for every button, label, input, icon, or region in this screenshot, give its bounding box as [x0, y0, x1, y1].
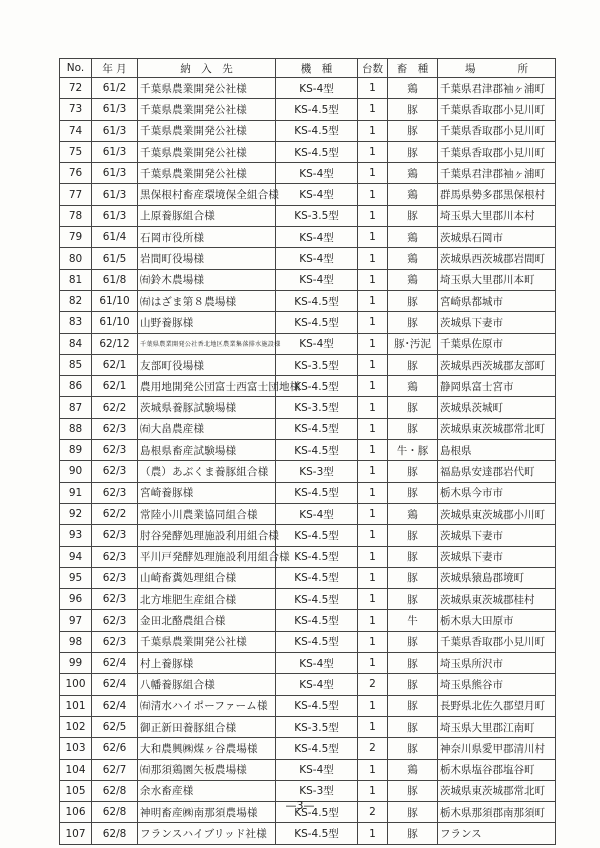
cell-livestock: 豚 [388, 780, 438, 801]
cell-year-month: 62/3 [92, 482, 138, 503]
cell-livestock: 豚 [388, 738, 438, 759]
cell-livestock: 豚 [388, 461, 438, 482]
table-row [60, 205, 556, 226]
cell-livestock: 豚 [388, 312, 438, 333]
cell-livestock: 豚 [388, 205, 438, 226]
table-row [60, 440, 556, 461]
cell-model: KS-3.5型 [276, 205, 358, 226]
cell-model: KS-4.5型 [276, 525, 358, 546]
cell-quantity: 1 [358, 461, 388, 482]
cell-model: KS-4.5型 [276, 567, 358, 588]
cell-livestock: 豚 [388, 674, 438, 695]
cell-year-month: 62/4 [92, 674, 138, 695]
table-row [60, 738, 556, 759]
cell-quantity: 1 [358, 716, 388, 737]
cell-livestock: 牛・豚 [388, 440, 438, 461]
cell-model: KS-4.5型 [276, 376, 358, 397]
cell-livestock: 豚 [388, 631, 438, 652]
cell-livestock: 鶏 [388, 184, 438, 205]
cell-livestock: 鶏 [388, 503, 438, 524]
cell-quantity: 1 [358, 567, 388, 588]
cell-destination: 千葉県農業開発公社様 [138, 120, 276, 141]
cell-destination: 千葉県農業開発公社様 [138, 99, 276, 120]
cell-location: フランス [438, 823, 556, 844]
cell-livestock: 牛 [388, 610, 438, 631]
cell-livestock: 鶏 [388, 163, 438, 184]
cell-livestock: 豚 [388, 290, 438, 311]
cell-destination: 山崎畜糞処理組合様 [138, 567, 276, 588]
cell-model: KS-4.5型 [276, 695, 358, 716]
cell-livestock: 豚 [388, 802, 438, 823]
cell-quantity: 2 [358, 802, 388, 823]
cell-no: 106 [60, 802, 92, 823]
table-row [60, 354, 556, 375]
cell-destination: 村上養豚様 [138, 653, 276, 674]
cell-livestock: 豚 [388, 823, 438, 844]
cell-livestock: 鶏 [388, 227, 438, 248]
cell-no: 101 [60, 695, 92, 716]
cell-model: KS-4.5型 [276, 631, 358, 652]
cell-livestock: 豚 [388, 653, 438, 674]
cell-model: KS-3.5型 [276, 397, 358, 418]
cell-no: 99 [60, 653, 92, 674]
cell-livestock: 豚 [388, 120, 438, 141]
cell-quantity: 1 [358, 631, 388, 652]
cell-location: 千葉県香取郡小見川町 [438, 141, 556, 162]
cell-no: 85 [60, 354, 92, 375]
cell-livestock: 豚 [388, 589, 438, 610]
cell-quantity: 1 [358, 610, 388, 631]
cell-no: 75 [60, 141, 92, 162]
cell-quantity: 1 [358, 269, 388, 290]
cell-destination: 大和農興㈱煤ヶ谷農場様 [138, 738, 276, 759]
cell-location: 千葉県香取郡小見川町 [438, 99, 556, 120]
cell-model: KS-4.5型 [276, 418, 358, 439]
cell-destination: 黒保根村畜産環境保全組合様 [138, 184, 276, 205]
table-row [60, 525, 556, 546]
cell-model: KS-4.5型 [276, 290, 358, 311]
table-row [60, 589, 556, 610]
cell-location: 茨城県東茨城郡小川町 [438, 503, 556, 524]
cell-no: 93 [60, 525, 92, 546]
cell-quantity: 1 [358, 312, 388, 333]
cell-destination: 山野養豚様 [138, 312, 276, 333]
cell-quantity: 2 [358, 674, 388, 695]
table-row [60, 674, 556, 695]
cell-destination: 石岡市役所様 [138, 227, 276, 248]
cell-livestock: 豚 [388, 567, 438, 588]
cell-no: 80 [60, 248, 92, 269]
cell-destination: 神明畜産㈱南那須農場様 [138, 802, 276, 823]
cell-quantity: 1 [358, 418, 388, 439]
cell-year-month: 62/5 [92, 716, 138, 737]
cell-location: 島根県 [438, 440, 556, 461]
cell-destination: ㈲清水ハイポーファーム様 [138, 695, 276, 716]
cell-location: 茨城県西茨城郡岩間町 [438, 248, 556, 269]
cell-model: KS-4.5型 [276, 312, 358, 333]
cell-model: KS-3.5型 [276, 716, 358, 737]
table-row [60, 653, 556, 674]
table-row [60, 312, 556, 333]
cell-destination: 農用地開発公団富士西富士団地様 [138, 376, 276, 397]
table-row [60, 333, 556, 354]
cell-quantity: 1 [358, 503, 388, 524]
table-row [60, 376, 556, 397]
cell-destination: 常陸小川農業協同組合様 [138, 503, 276, 524]
cell-destination: 茨城県養豚試験場様 [138, 397, 276, 418]
cell-year-month: 62/3 [92, 567, 138, 588]
cell-quantity: 1 [358, 205, 388, 226]
cell-location: 埼玉県熊谷市 [438, 674, 556, 695]
cell-year-month: 62/3 [92, 546, 138, 567]
table-row [60, 397, 556, 418]
cell-livestock: 豚 [388, 141, 438, 162]
cell-year-month: 62/8 [92, 802, 138, 823]
cell-quantity: 1 [358, 589, 388, 610]
cell-no: 97 [60, 610, 92, 631]
cell-location: 茨城県東茨城郡桂村 [438, 589, 556, 610]
cell-location: 茨城県東茨城郡常北町 [438, 780, 556, 801]
cell-destination: ㈲大畠農産様 [138, 418, 276, 439]
cell-no: 92 [60, 503, 92, 524]
cell-year-month: 62/2 [92, 503, 138, 524]
cell-destination: 上原養豚組合様 [138, 205, 276, 226]
cell-year-month: 62/12 [92, 333, 138, 354]
table-row [60, 695, 556, 716]
cell-model: KS-4型 [276, 653, 358, 674]
table-row [60, 269, 556, 290]
cell-year-month: 62/3 [92, 418, 138, 439]
cell-year-month: 61/8 [92, 269, 138, 290]
cell-location: 茨城県下妻市 [438, 312, 556, 333]
cell-no: 74 [60, 120, 92, 141]
cell-location: 埼玉県所沢市 [438, 653, 556, 674]
cell-quantity: 1 [358, 99, 388, 120]
cell-year-month: 62/3 [92, 440, 138, 461]
cell-year-month: 62/1 [92, 354, 138, 375]
cell-model: KS-4型 [276, 78, 358, 99]
cell-model: KS-4.5型 [276, 141, 358, 162]
cell-destination: ㈲はざま第８農場様 [138, 290, 276, 311]
cell-destination: 御正新田養豚組合様 [138, 716, 276, 737]
cell-no: 88 [60, 418, 92, 439]
cell-no: 103 [60, 738, 92, 759]
cell-no: 77 [60, 184, 92, 205]
cell-year-month: 62/8 [92, 780, 138, 801]
cell-location: 神奈川県愛甲郡清川村 [438, 738, 556, 759]
cell-year-month: 61/10 [92, 290, 138, 311]
cell-location: 埼玉県大里郡川本村 [438, 205, 556, 226]
cell-no: 81 [60, 269, 92, 290]
cell-no: 76 [60, 163, 92, 184]
cell-livestock: 鶏 [388, 759, 438, 780]
cell-no: 95 [60, 567, 92, 588]
cell-year-month: 62/3 [92, 461, 138, 482]
cell-model: KS-4.5型 [276, 546, 358, 567]
cell-destination: 岩間町役場様 [138, 248, 276, 269]
cell-year-month: 61/5 [92, 248, 138, 269]
cell-livestock: 豚 [388, 482, 438, 503]
cell-destination: 千葉県農業開発公社様 [138, 163, 276, 184]
cell-no: 73 [60, 99, 92, 120]
cell-quantity: 1 [358, 440, 388, 461]
cell-model: KS-3型 [276, 780, 358, 801]
cell-no: 83 [60, 312, 92, 333]
cell-year-month: 61/3 [92, 205, 138, 226]
cell-model: KS-4型 [276, 184, 358, 205]
delivery-record-table [59, 58, 556, 845]
cell-quantity: 1 [358, 227, 388, 248]
cell-quantity: 1 [358, 780, 388, 801]
table-row [60, 290, 556, 311]
cell-model: KS-4.5型 [276, 482, 358, 503]
cell-no: 82 [60, 290, 92, 311]
cell-model: KS-4.5型 [276, 589, 358, 610]
cell-quantity: 1 [358, 163, 388, 184]
cell-destination: 千葉県農業開発公社様 [138, 631, 276, 652]
cell-no: 96 [60, 589, 92, 610]
cell-destination: 北方堆肥生産組合様 [138, 589, 276, 610]
cell-location: 福島県安達郡岩代町 [438, 461, 556, 482]
cell-livestock: 豚 [388, 354, 438, 375]
cell-destination: 金田北酪農組合様 [138, 610, 276, 631]
cell-destination: 千葉県農業開発公社様 [138, 78, 276, 99]
table-row [60, 759, 556, 780]
cell-year-month: 62/3 [92, 589, 138, 610]
cell-location: 栃木県那須郡南那須町 [438, 802, 556, 823]
cell-livestock: 豚 [388, 525, 438, 546]
cell-no: 100 [60, 674, 92, 695]
cell-model: KS-4型 [276, 269, 358, 290]
cell-livestock: 豚 [388, 546, 438, 567]
cell-location: 長野県北佐久郡望月町 [438, 695, 556, 716]
cell-quantity: 1 [358, 823, 388, 844]
cell-livestock: 豚 [388, 99, 438, 120]
table-row [60, 120, 556, 141]
cell-quantity: 1 [358, 546, 388, 567]
cell-destination: 平川戸発酵処理施設利用組合様 [138, 546, 276, 567]
cell-model: KS-4型 [276, 227, 358, 248]
table-row [60, 78, 556, 99]
cell-model: KS-4型 [276, 163, 358, 184]
cell-year-month: 61/3 [92, 120, 138, 141]
table-row [60, 418, 556, 439]
cell-no: 72 [60, 78, 92, 99]
table-row [60, 163, 556, 184]
cell-destination: 千葉県農業開発公社様 [138, 141, 276, 162]
cell-livestock: 豚 [388, 695, 438, 716]
cell-location: 茨城県下妻市 [438, 546, 556, 567]
cell-model: KS-4.5型 [276, 440, 358, 461]
cell-model: KS-4.5型 [276, 802, 358, 823]
cell-quantity: 1 [358, 120, 388, 141]
table-row [60, 610, 556, 631]
cell-no: 79 [60, 227, 92, 248]
cell-year-month: 61/3 [92, 163, 138, 184]
cell-location: 千葉県佐原市 [438, 333, 556, 354]
cell-location: 千葉県君津郡袖ヶ浦町 [438, 163, 556, 184]
cell-location: 千葉県香取郡小見川町 [438, 631, 556, 652]
table-row [60, 141, 556, 162]
cell-model: KS-4.5型 [276, 99, 358, 120]
cell-model: KS-3.5型 [276, 354, 358, 375]
cell-quantity: 2 [358, 738, 388, 759]
cell-destination: 肘谷発酵処理施設利用組合様 [138, 525, 276, 546]
cell-quantity: 1 [358, 376, 388, 397]
cell-year-month: 62/3 [92, 610, 138, 631]
cell-location: 宮崎県都城市 [438, 290, 556, 311]
cell-no: 84 [60, 333, 92, 354]
cell-livestock: 豚 [388, 418, 438, 439]
cell-quantity: 1 [358, 397, 388, 418]
cell-quantity: 1 [358, 248, 388, 269]
cell-destination: フランスハイブリッド社様 [138, 823, 276, 844]
cell-model: KS-3型 [276, 461, 358, 482]
header-location: 場 所 [438, 59, 556, 78]
cell-quantity: 1 [358, 759, 388, 780]
cell-year-month: 62/4 [92, 695, 138, 716]
cell-quantity: 1 [358, 653, 388, 674]
table-row [60, 227, 556, 248]
cell-year-month: 62/3 [92, 631, 138, 652]
cell-livestock: 鶏 [388, 376, 438, 397]
cell-destination: 千葉県農業開発公社香北地区農業集落排水施設様 [138, 333, 276, 354]
cell-year-month: 62/2 [92, 397, 138, 418]
cell-model: KS-4.5型 [276, 120, 358, 141]
delivery-record-table-wrapper [59, 58, 555, 845]
cell-livestock: 豚 [388, 716, 438, 737]
table-row [60, 567, 556, 588]
table-row [60, 503, 556, 524]
cell-destination: ㈲那須鶏園矢板農場様 [138, 759, 276, 780]
cell-no: 87 [60, 397, 92, 418]
cell-location: 茨城県下妻市 [438, 525, 556, 546]
cell-no: 105 [60, 780, 92, 801]
cell-year-month: 61/2 [92, 78, 138, 99]
cell-year-month: 62/6 [92, 738, 138, 759]
cell-location: 静岡県富士宮市 [438, 376, 556, 397]
cell-year-month: 61/3 [92, 141, 138, 162]
table-row [60, 546, 556, 567]
header-quantity: 台数 [358, 59, 388, 78]
cell-livestock: 豚･汚泥 [388, 333, 438, 354]
header-livestock: 畜 種 [388, 59, 438, 78]
cell-year-month: 62/8 [92, 823, 138, 844]
header-year-month: 年 月 [92, 59, 138, 78]
cell-livestock: 鶏 [388, 269, 438, 290]
cell-quantity: 1 [358, 354, 388, 375]
cell-no: 94 [60, 546, 92, 567]
cell-location: 埼玉県大里郡川本町 [438, 269, 556, 290]
cell-model: KS-4型 [276, 674, 358, 695]
table-row [60, 99, 556, 120]
cell-livestock: 鶏 [388, 78, 438, 99]
cell-model: KS-4型 [276, 759, 358, 780]
table-row [60, 482, 556, 503]
header-no: No. [60, 59, 92, 78]
cell-model: KS-4.5型 [276, 823, 358, 844]
cell-location: 茨城県猿島郡境町 [438, 567, 556, 588]
cell-quantity: 1 [358, 482, 388, 503]
cell-no: 90 [60, 461, 92, 482]
cell-location: 千葉県君津郡袖ヶ浦町 [438, 78, 556, 99]
table-row [60, 823, 556, 844]
cell-quantity: 1 [358, 695, 388, 716]
cell-quantity: 1 [358, 78, 388, 99]
header-row [60, 59, 556, 78]
cell-year-month: 61/10 [92, 312, 138, 333]
cell-location: 千葉県香取郡小見川町 [438, 120, 556, 141]
cell-no: 89 [60, 440, 92, 461]
cell-year-month: 62/7 [92, 759, 138, 780]
cell-no: 107 [60, 823, 92, 844]
table-row [60, 461, 556, 482]
cell-destination: ㈲鈴木農場様 [138, 269, 276, 290]
cell-location: 埼玉県大里郡江南町 [438, 716, 556, 737]
header-destination: 納 入 先 [138, 59, 276, 78]
cell-livestock: 鶏 [388, 248, 438, 269]
page-number: —3— [285, 799, 315, 812]
cell-location: 茨城県茨城町 [438, 397, 556, 418]
cell-model: KS-4型 [276, 503, 358, 524]
cell-quantity: 1 [358, 333, 388, 354]
cell-location: 群馬県勢多郡黒保根村 [438, 184, 556, 205]
cell-quantity: 1 [358, 525, 388, 546]
cell-year-month: 62/3 [92, 525, 138, 546]
cell-year-month: 61/3 [92, 99, 138, 120]
cell-no: 104 [60, 759, 92, 780]
cell-location: 栃木県今市市 [438, 482, 556, 503]
cell-model: KS-4.5型 [276, 610, 358, 631]
cell-quantity: 1 [358, 141, 388, 162]
cell-location: 茨城県東茨城郡常北町 [438, 418, 556, 439]
cell-quantity: 1 [358, 184, 388, 205]
cell-model: KS-4.5型 [276, 738, 358, 759]
cell-location: 茨城県西茨城郡友部町 [438, 354, 556, 375]
cell-location: 栃木県大田原市 [438, 610, 556, 631]
cell-destination: 八幡養豚組合様 [138, 674, 276, 695]
cell-location: 茨城県石岡市 [438, 227, 556, 248]
header-model: 機 種 [276, 59, 358, 78]
cell-no: 102 [60, 716, 92, 737]
cell-model: KS-4型 [276, 248, 358, 269]
cell-no: 78 [60, 205, 92, 226]
cell-destination: 余水畜産様 [138, 780, 276, 801]
cell-destination: 島根県畜産試験場様 [138, 440, 276, 461]
cell-model: KS-4型 [276, 333, 358, 354]
cell-livestock: 豚 [388, 397, 438, 418]
cell-quantity: 1 [358, 290, 388, 311]
table-row [60, 716, 556, 737]
table-row [60, 631, 556, 652]
cell-year-month: 61/3 [92, 184, 138, 205]
cell-destination: 友部町役場様 [138, 354, 276, 375]
cell-destination: （農）あぶくま養豚組合様 [138, 461, 276, 482]
table-row [60, 184, 556, 205]
cell-no: 91 [60, 482, 92, 503]
cell-location: 栃木県塩谷郡塩谷町 [438, 759, 556, 780]
cell-year-month: 62/1 [92, 376, 138, 397]
cell-year-month: 62/4 [92, 653, 138, 674]
cell-no: 98 [60, 631, 92, 652]
cell-year-month: 61/4 [92, 227, 138, 248]
cell-destination: 宮崎養豚様 [138, 482, 276, 503]
cell-no: 86 [60, 376, 92, 397]
table-row [60, 248, 556, 269]
